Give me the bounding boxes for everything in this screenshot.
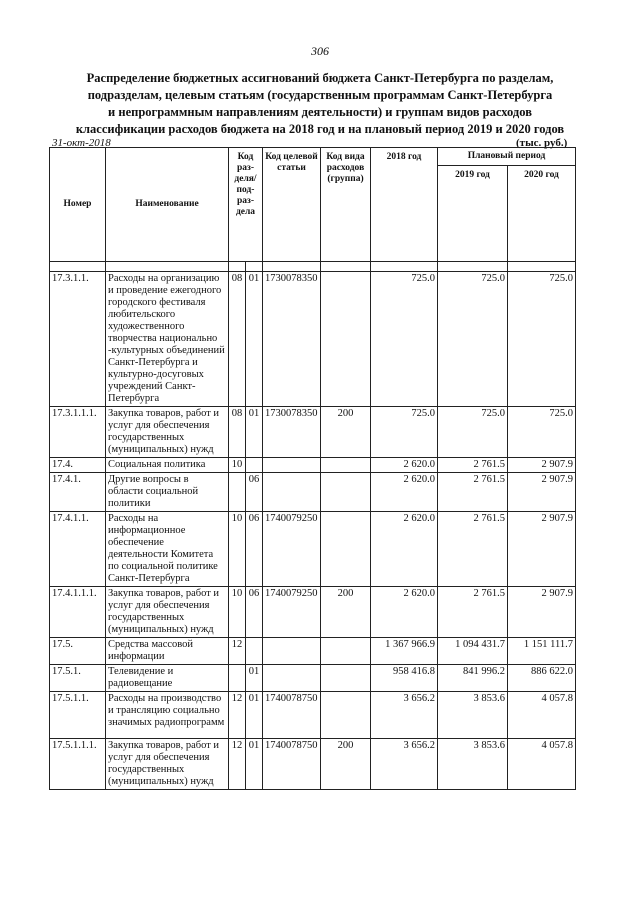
document-date: 31-окт-2018 [52, 137, 111, 149]
row-value-2020: 2 907.9 [508, 512, 576, 587]
row-name: Расходы на организацию и проведение ежегодного городского фестиваля любительского художественного творчества национально -культурных объединений Санкт-Петербурга и культурно-досуговых учреждений Санкт-Петербурга [106, 272, 229, 407]
row-value-2019: 2 761.5 [438, 458, 508, 473]
title-line: подразделам, целевым статьям (государственным программам Санкт-Петербурга [87, 88, 553, 102]
row-number: 17.3.1.1. [50, 272, 106, 407]
row-value-2020: 2 907.9 [508, 587, 576, 638]
row-value-2018: 2 620.0 [371, 587, 438, 638]
row-name: Другие вопросы в области социальной политики [106, 473, 229, 512]
header-2018: 2018 год [371, 148, 438, 262]
row-target-code: 1730078350 [263, 272, 321, 407]
row-kind-code [321, 665, 371, 692]
row-subsection-code: 01 [246, 407, 263, 458]
page-number: 306 [311, 44, 329, 58]
row-kind-code: 200 [321, 407, 371, 458]
title-line: классификации расходов бюджета на 2018 год и на плановый период 2019 и 2020 годов [75, 122, 565, 136]
row-kind-code: 200 [321, 739, 371, 790]
row-value-2019: 3 853.6 [438, 739, 508, 790]
row-value-2019: 841 996.2 [438, 665, 508, 692]
row-target-code: 1740078750 [263, 692, 321, 739]
header-planned: Плановый период [438, 148, 576, 166]
row-name: Социальная политика [106, 458, 229, 473]
row-name: Закупка товаров, работ и услуг для обеспечения государственных (муниципальных) нужд [106, 587, 229, 638]
row-section-code: 08 [229, 272, 246, 407]
row-target-code [263, 665, 321, 692]
row-value-2018: 3 656.2 [371, 692, 438, 739]
row-subsection-code: 01 [246, 739, 263, 790]
row-target-code [263, 473, 321, 512]
row-target-code [263, 458, 321, 473]
row-kind-code [321, 458, 371, 473]
row-section-code: 10 [229, 587, 246, 638]
header-2019: 2019 год [438, 166, 508, 262]
header-section: Код раз- деля/ под- раз- дела [229, 148, 263, 262]
table-row [50, 272, 576, 407]
row-section-code [229, 473, 246, 512]
row-name: Расходы на информационное обеспечение деятельности Комитета по социальной политике Санкт-Петербурга [106, 512, 229, 587]
row-value-2020: 1 151 111.7 [508, 638, 576, 665]
title-line: Распределение бюджетных ассигнований бюджета Санкт-Петербурга по разделам, [86, 71, 554, 85]
table-row [50, 473, 576, 512]
row-subsection-code: 06 [246, 587, 263, 638]
row-value-2018: 1 367 966.9 [371, 638, 438, 665]
row-number: 17.3.1.1.1. [50, 407, 106, 458]
table-row [50, 407, 576, 458]
row-value-2019: 725.0 [438, 272, 508, 407]
header-2020: 2020 год [508, 166, 576, 262]
row-name: Закупка товаров, работ и услуг для обеспечения государственных (муниципальных) нужд [106, 739, 229, 790]
row-kind-code [321, 512, 371, 587]
table-row [50, 512, 576, 587]
table-row [50, 458, 576, 473]
table-row [50, 739, 576, 790]
header-number: Номер [50, 148, 106, 262]
table-row [50, 665, 576, 692]
row-number: 17.5.1.1.1. [50, 739, 106, 790]
row-value-2018: 725.0 [371, 272, 438, 407]
row-subsection-code [246, 638, 263, 665]
row-value-2018: 2 620.0 [371, 458, 438, 473]
row-name: Телевидение и радиовещание [106, 665, 229, 692]
row-number: 17.4.1. [50, 473, 106, 512]
row-subsection-code: 01 [246, 692, 263, 739]
row-target-code: 1740079250 [263, 587, 321, 638]
row-value-2018: 2 620.0 [371, 512, 438, 587]
row-target-code: 1730078350 [263, 407, 321, 458]
row-value-2019: 2 761.5 [438, 473, 508, 512]
row-number: 17.4.1.1.1. [50, 587, 106, 638]
row-subsection-code: 01 [246, 272, 263, 407]
units-label: (тыс. руб.) [516, 137, 568, 149]
row-number: 17.5.1.1. [50, 692, 106, 739]
row-value-2020: 725.0 [508, 272, 576, 407]
row-kind-code: 200 [321, 587, 371, 638]
row-value-2020: 4 057.8 [508, 739, 576, 790]
row-name: Закупка товаров, работ и услуг для обеспечения государственных (муниципальных) нужд [106, 407, 229, 458]
row-value-2018: 3 656.2 [371, 739, 438, 790]
row-subsection-code: 06 [246, 473, 263, 512]
row-value-2019: 2 761.5 [438, 512, 508, 587]
header-kind: Код вида расходов (группа) [321, 148, 371, 262]
header-name: Наименование [106, 148, 229, 262]
row-target-code [263, 638, 321, 665]
row-number: 17.5. [50, 638, 106, 665]
row-value-2020: 2 907.9 [508, 458, 576, 473]
row-kind-code [321, 272, 371, 407]
row-subsection-code: 06 [246, 512, 263, 587]
row-section-code [229, 665, 246, 692]
row-value-2020: 725.0 [508, 407, 576, 458]
row-kind-code [321, 692, 371, 739]
row-number: 17.4.1.1. [50, 512, 106, 587]
row-name: Средства массовой информации [106, 638, 229, 665]
budget-table [49, 147, 576, 790]
row-value-2019: 1 094 431.7 [438, 638, 508, 665]
row-subsection-code [246, 458, 263, 473]
row-value-2018: 725.0 [371, 407, 438, 458]
row-section-code: 12 [229, 739, 246, 790]
row-value-2020: 886 622.0 [508, 665, 576, 692]
row-name: Расходы на производство и трансляцию социально значимых радиопрограмм [106, 692, 229, 739]
row-section-code: 12 [229, 638, 246, 665]
row-number: 17.4. [50, 458, 106, 473]
row-kind-code [321, 473, 371, 512]
header-target: Код целевой статьи [263, 148, 321, 262]
row-value-2020: 4 057.8 [508, 692, 576, 739]
row-number: 17.5.1. [50, 665, 106, 692]
table-row [50, 638, 576, 665]
table-row [50, 692, 576, 739]
row-value-2019: 725.0 [438, 407, 508, 458]
row-section-code: 10 [229, 512, 246, 587]
table-row [50, 587, 576, 638]
row-value-2018: 2 620.0 [371, 473, 438, 512]
row-kind-code [321, 638, 371, 665]
row-section-code: 12 [229, 692, 246, 739]
page-title [40, 70, 600, 138]
row-value-2018: 958 416.8 [371, 665, 438, 692]
row-value-2019: 2 761.5 [438, 587, 508, 638]
row-target-code: 1740078750 [263, 739, 321, 790]
row-value-2019: 3 853.6 [438, 692, 508, 739]
row-value-2020: 2 907.9 [508, 473, 576, 512]
row-section-code: 10 [229, 458, 246, 473]
row-target-code: 1740079250 [263, 512, 321, 587]
title-line: и непрограммным направлениям деятельности) и группам видов расходов [108, 105, 532, 119]
row-subsection-code: 01 [246, 665, 263, 692]
row-section-code: 08 [229, 407, 246, 458]
